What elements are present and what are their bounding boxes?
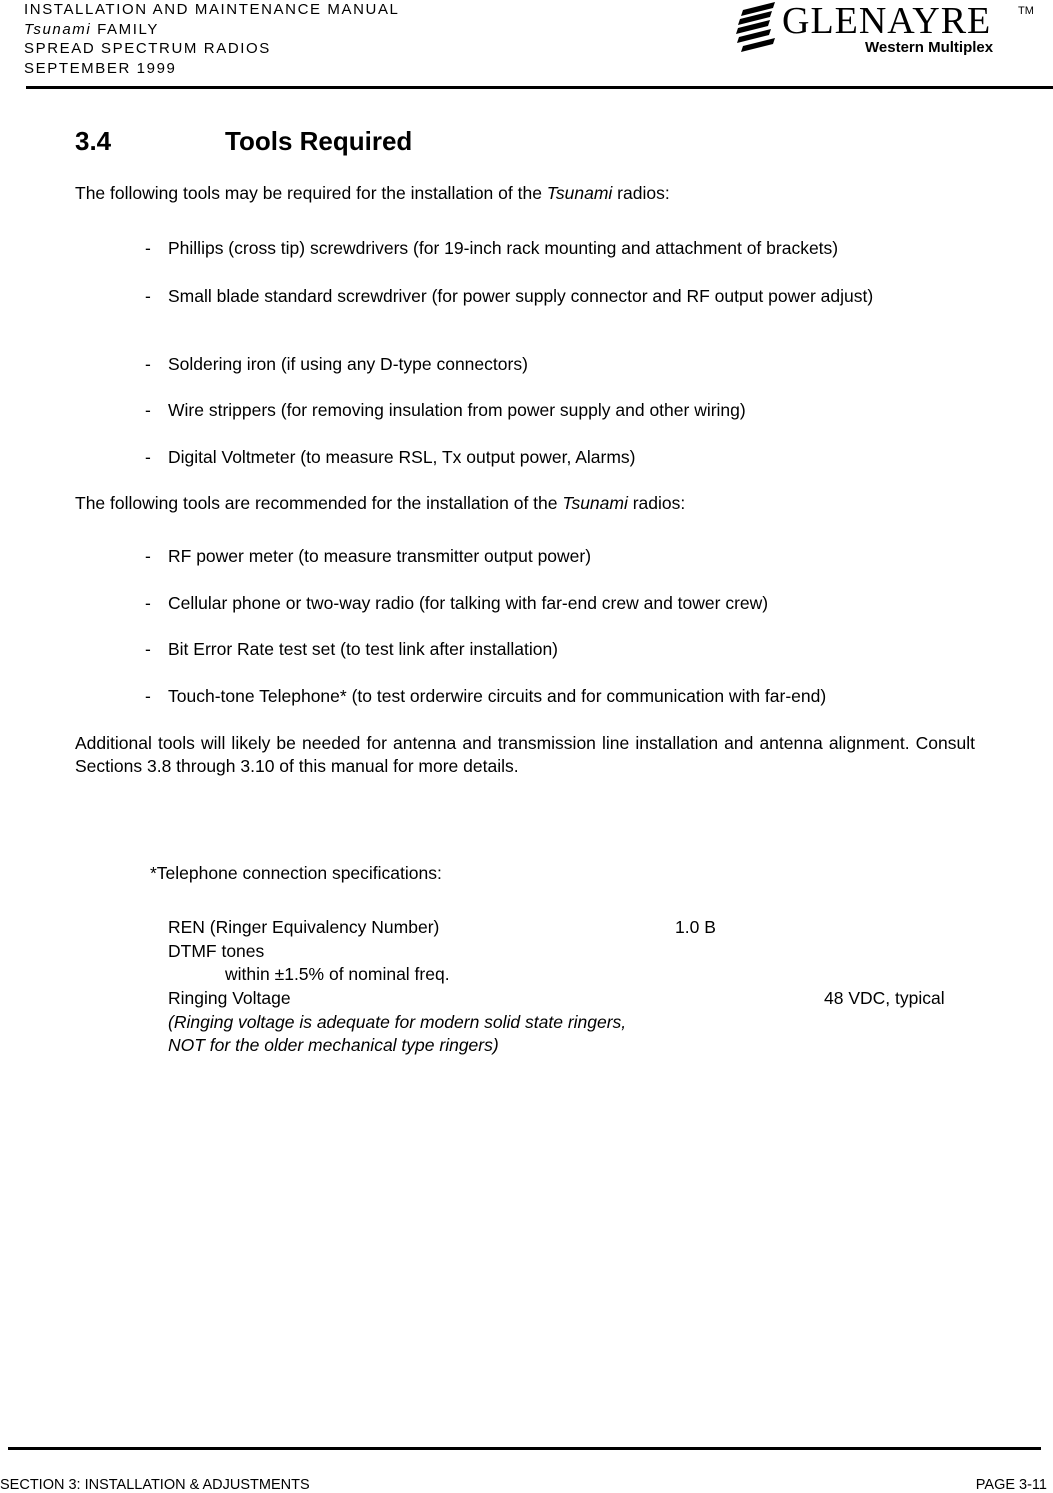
footer-rule [8, 1447, 1041, 1450]
required-intro [75, 182, 975, 205]
intro-text: The following tools may be required for the installation of the [75, 183, 547, 203]
footer-page-number: PAGE 3-11 [975, 1477, 1047, 1493]
additional-tools-paragraph: Additional tools will likely be needed for antenna and transmission line installation and antenna alignment. Consult Sections 3.8 through 3.10 of this manual for more details. [75, 733, 975, 776]
header-family: FAMILY [91, 20, 159, 38]
section-title: Tools Required [225, 126, 413, 156]
intro-text-end: radios: [612, 183, 670, 203]
section-number: 3.4 [75, 126, 112, 156]
list-item: - Touch-tone Telephone* (to test orderwire circuits and for communication with far-end) [145, 685, 975, 708]
telephone-specs-heading: *Telephone connection specifications: [150, 863, 442, 883]
list-item-text: RF power meter (to measure transmitter output power) [168, 546, 592, 566]
list-item-text: Bit Error Rate test set (to test link after installation) [168, 639, 559, 659]
list-item-text: Digital Voltmeter (to measure RSL, Tx output power, Alarms) [168, 447, 636, 467]
list-item: - Small blade standard screwdriver (for power supply connector and RF output power adjust) [145, 285, 975, 308]
list-item: - Digital Voltmeter (to measure RSL, Tx output power, Alarms) [145, 446, 975, 469]
list-item-text: Wire strippers (for removing insulation from power supply and other wiring) [168, 400, 746, 420]
ringing-label: Ringing Voltage [168, 988, 291, 1008]
list-item: - Soldering iron (if using any D-type connectors) [145, 353, 975, 376]
footer-section: SECTION 3: INSTALLATION & ADJUSTMENTS [0, 1477, 310, 1493]
ren-label: REN (Ringer Equivalency Number) [168, 917, 440, 937]
intro-text-end: radios: [627, 493, 686, 513]
list-item-text: Touch-tone Telephone* (to test orderwire circuits and for communication with far-end) [168, 686, 827, 706]
header-line-1: INSTALLATION AND MAINTENANCE MANUAL [24, 1, 400, 18]
list-item: - Wire strippers (for removing insulation from power supply and other wiring) [145, 399, 975, 422]
recommended-intro [75, 492, 975, 515]
list-item: - Cellular phone or two-way radio (for talking with far-end crew and tower crew) [145, 592, 975, 615]
logo-subtitle: Western Multiplex [865, 39, 994, 56]
dtmf-label: DTMF tones [168, 941, 265, 961]
list-item-text: Soldering iron (if using any D-type connectors) [168, 354, 528, 374]
list-item: - Phillips (cross tip) screwdrivers (for 19-inch rack mounting and attachment of brackets) [145, 237, 975, 260]
header-rule [26, 86, 1053, 89]
header-line-4: SEPTEMBER 1999 [24, 59, 177, 77]
header-line-3: SPREAD SPECTRUM RADIOS [24, 40, 271, 57]
ren-value: 1.0 B [675, 917, 716, 937]
logo-trademark: TM [1018, 5, 1034, 17]
header-line-2 [24, 20, 400, 40]
list-item: - RF power meter (to measure transmitter output power) [145, 545, 975, 568]
header-product-name: Tsunami [24, 20, 92, 38]
list-item: - Bit Error Rate test set (to test link after installation) [145, 638, 975, 661]
ringing-value: 48 VDC, typical [824, 988, 945, 1008]
ringing-note-1 [168, 1011, 626, 1035]
logo-swoosh-icon [735, 0, 1035, 56]
list-item-text: Small blade standard screwdriver (for power supply connector and RF output power adjust) [168, 286, 874, 306]
intro-text: The following tools are recommended for the installation of the [75, 493, 563, 513]
logo-wordmark: GLENAYRE [782, 0, 992, 42]
glenayre-logo [735, 0, 1035, 56]
ringing-note-text: (Ringing voltage is adequate for modern solid state ringers, [168, 1012, 627, 1032]
list-item-text: Phillips (cross tip) screwdrivers (for 19-inch rack mounting and attachment of brackets) [168, 238, 839, 258]
dtmf-detail: within ±1.5% of nominal freq. [225, 964, 450, 984]
running-header [24, 0, 400, 78]
ringing-note-2 [168, 1034, 499, 1058]
intro-product: Tsunami [562, 493, 628, 513]
list-item-text: Cellular phone or two-way radio (for talking with far-end crew and tower crew) [168, 593, 769, 613]
ringing-note-text: NOT for the older mechanical type ringers) [168, 1035, 499, 1055]
intro-product: Tsunami [546, 183, 613, 203]
